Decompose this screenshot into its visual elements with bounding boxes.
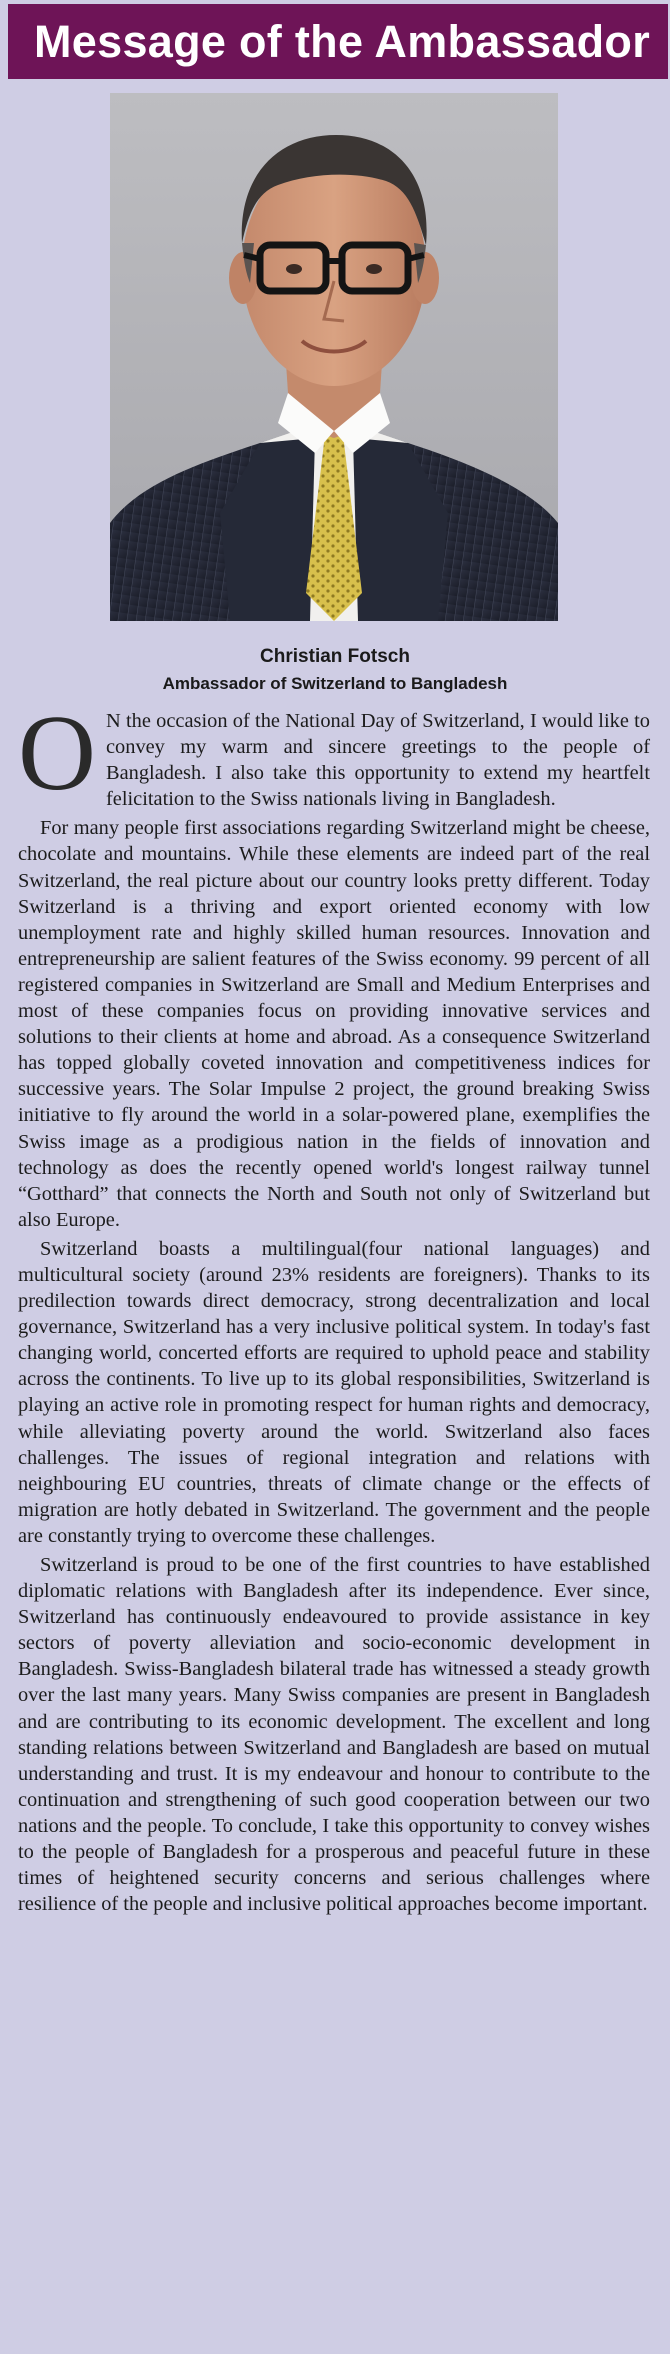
ambassador-photo xyxy=(110,93,558,621)
drop-cap: O xyxy=(18,694,96,813)
paragraph-1-text: N the occasion of the National Day of Switzerland, I would like to convey my warm and sincere greetings to the people of Bangladesh. I also take this opportunity to extend my heartfelt felicitation to the Swiss nationals living in Bangladesh. xyxy=(106,710,650,811)
page-title: Message of the Ambassador xyxy=(8,4,668,79)
ambassador-name: Christian Fotsch xyxy=(260,646,410,667)
paragraph-2: For many people first associations regarding Switzerland might be cheese, chocolate and mountains. While these elements are indeed part of the real Switzerland, the real picture about our country looks pretty different. Today Switzerland is a thriving and export oriented economy with low unemployment rate and highly skilled human resources. Innovation and entrepreneurship are salient features of the Swiss economy. 99 percent of all registered companies in Switzerland are Small and Medium Enterprises and most of these companies focus on providing innovative services and solutions to their clients at home and abroad. As a consequence Switzerland has topped globally coveted innovation and competitiveness indices for successive years. The Solar Impulse 2 project, the ground breaking Swiss initiative to fly around the world in a solar-powered plane, exemplifies the Swiss image as a prodigious nation in the fields of innovation and technology as does the recently opened world's longest railway tunnel “Gotthard” that connects the North and South not only of Switzerland but also Europe. xyxy=(18,817,650,1231)
ambassador-title: Ambassador of Switzerland to Bangladesh xyxy=(162,674,508,693)
paragraph-1 xyxy=(18,694,650,813)
paragraph-3: Switzerland boasts a multilingual(four national languages) and multicultural society (around 23% residents are foreigners). Thanks to its predilection towards direct democracy, strong decentralization and local governance, Switzerland has a very inclusive political system. In today's fast changing world, concerted efforts are required to uphold peace and stability across the continents. To live up to its global responsibilities, Switzerland is playing an active role in promoting respect for human rights and democracy, while alleviating poverty around the world. Switzerland also faces challenges. The issues of regional integration and relations with neighbouring EU countries, threats of climate change or the effects of migration are hotly debated in Switzerland. The government and the people are constantly trying to overcome these challenges. xyxy=(18,1237,650,1547)
paragraph-4: Switzerland is proud to be one of the first countries to have established diplomatic relations with Bangladesh after its independence. Ever since, Switzerland has continuously endeavoured to provide assistance in key sectors of poverty alleviation and socio-economic development in Bangladesh. Swiss-Bangladesh bilateral trade has witnessed a steady growth over the last many years. Many Swiss companies are present in Bangladesh and are contributing to its economic development. The excellent and long standing relations between Switzerland and Bangladesh are based on mutual understanding and trust. It is my endeavour and honour to contribute to the continuation and strengthening of such good cooperation between our two nations and the people. To conclude, I take this opportunity to convey wishes to the people of Bangladesh for a prosperous and peaceful future in these times of heightened security concerns and serious challenges where resilience of the people and inclusive political approaches become important. xyxy=(18,1554,650,1916)
article-body xyxy=(18,694,650,1920)
